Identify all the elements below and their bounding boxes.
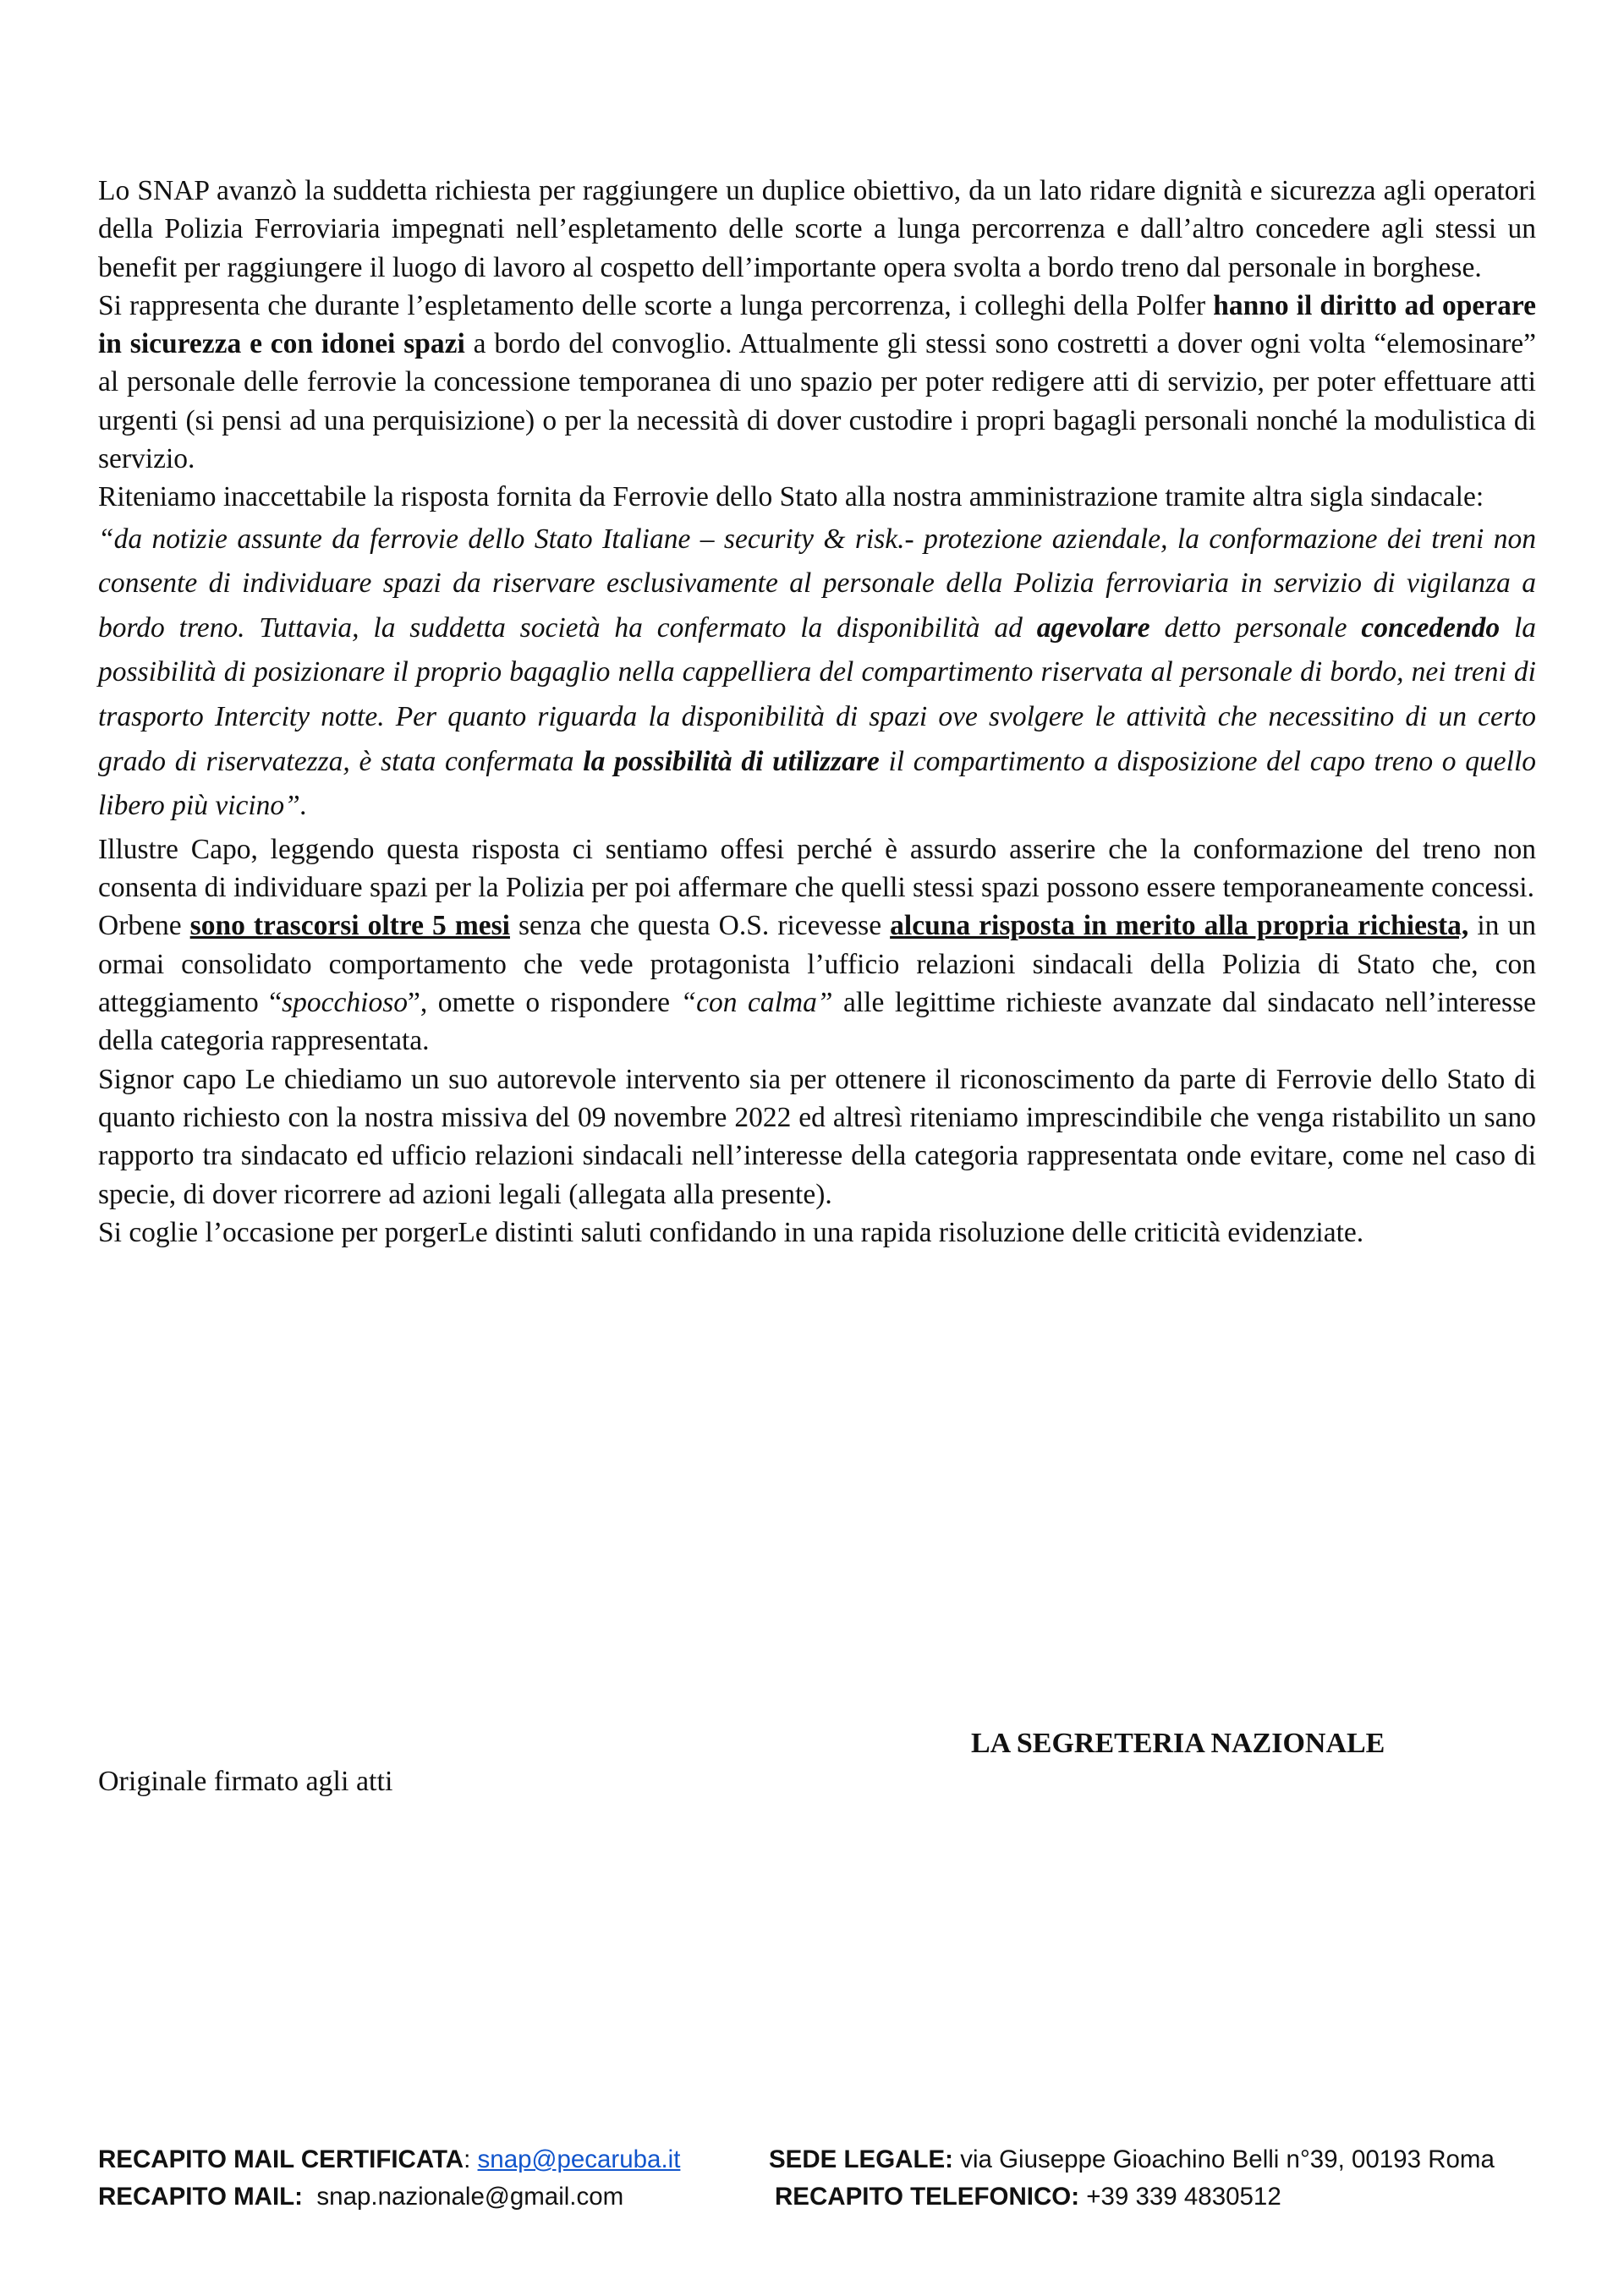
paragraph-text: a bordo del convoglio. Attualmente gli stessi sono costretti a dover ogni volta “elemosinare” al personale delle ferrovie la concessione temporanea di uno spazio per poter redigere atti di servizio, per poter effettuare atti urgenti (si pensi ad una perquisizione) o per la necessità di dover custodire i propri bagagli personali nonché la modulistica di servizio. bbox=[98, 328, 1536, 475]
pec-separator: : bbox=[464, 2145, 478, 2173]
quote-text: detto personale bbox=[1149, 611, 1362, 644]
phone-contact bbox=[775, 2178, 1281, 2216]
phone-label: RECAPITO TELEFONICO: bbox=[775, 2183, 1080, 2211]
quote-text: il compartimento a disposizione del capo treno o quello libero più vicino”. bbox=[98, 745, 1536, 822]
quoted-reply bbox=[98, 518, 1536, 829]
sede-label: SEDE LEGALE: bbox=[769, 2145, 953, 2173]
mail-contact bbox=[98, 2178, 623, 2216]
phone-number: +39 339 4830512 bbox=[1079, 2183, 1281, 2211]
legal-seat bbox=[769, 2141, 1495, 2178]
footer-row-1 bbox=[98, 2141, 1587, 2178]
italic-emphasis: “con calma” bbox=[680, 987, 833, 1019]
paragraph-polfer-rights bbox=[98, 287, 1536, 478]
paragraph-closing: Si coglie l’occasione per porgerLe distinti saluti confidando in una rapida risoluzione delle criticità evidenziate. bbox=[98, 1216, 1364, 1248]
paragraph-text: senza che questa O.S. ricevesse bbox=[509, 910, 891, 942]
mail-label: RECAPITO MAIL: bbox=[98, 2183, 304, 2211]
signed-original-note: Originale firmato agli atti bbox=[98, 1766, 393, 1797]
signature-block: LA SEGRETERIA NAZIONALE bbox=[971, 1728, 1385, 1759]
pec-email-link[interactable]: snap@pecaruba.it bbox=[477, 2145, 681, 2173]
mail-address: snap.nazionale@gmail.com bbox=[303, 2183, 624, 2211]
underlined-emphasis: alcuna risposta in merito alla propria richiesta, bbox=[890, 910, 1469, 942]
paragraph-five-months bbox=[98, 907, 1536, 1060]
bold-emphasis: agevolare bbox=[1036, 611, 1150, 644]
paragraph-text: alle legittime richieste avanzate dal sindacato nell’interesse della categoria rappresentata. bbox=[98, 987, 1536, 1057]
bold-emphasis: concedendo bbox=[1361, 611, 1501, 644]
bold-emphasis: hanno il diritto ad operare in sicurezza e con idonei spazi bbox=[98, 289, 1536, 360]
quote-text: la possibilità di posizionare il proprio bagaglio nella cappelliera del compartimento riservata al personale di bordo, nei treni di trasporto Intercity notte. Per quanto riguarda la disponibilità di spazi ove svolgere le attività che necessitino di un certo grado di riservatezza, è stata confermata bbox=[98, 611, 1537, 777]
bold-emphasis: la possibilità di utilizzare bbox=[583, 745, 880, 777]
paragraph-text: ”, omette o rispondere bbox=[408, 987, 681, 1019]
italic-emphasis: spocchioso bbox=[282, 987, 408, 1019]
letter-body bbox=[98, 172, 1536, 1252]
paragraph-text: in un ormai consolidato comportamento che vede protagonista l’ufficio relazioni sindacali della Polizia di Stato che, con atteggiamento “ bbox=[98, 910, 1536, 1019]
pec-label: RECAPITO MAIL CERTIFICATA bbox=[98, 2145, 464, 2173]
paragraph-offended: Illustre Capo, leggendo questa risposta ci sentiamo offesi perché è assurdo asserire che la conformazione del treno non consenta di individuare spazi per la Polizia per poi affermare che quelli stessi spazi possono essere temporaneamente concessi. bbox=[98, 833, 1536, 904]
sede-address: via Giuseppe Gioachino Belli n°39, 00193 Roma bbox=[953, 2145, 1495, 2173]
quote-text: “da notizie assunte da ferrovie dello Stato Italiane – security & risk.- protezione aziendale, la conformazione dei treni non consente di individuare spazi da riservare esclusivamente al personale della Polizia ferroviaria in servizio di vigilanza a bordo treno. Tuttavia, la suddetta società ha confermato la disponibilità ad bbox=[98, 523, 1536, 644]
paragraph-request-intervention: Signor capo Le chiediamo un suo autorevole intervento sia per ottenere il riconoscimento da parte di Ferrovie dello Stato di quanto richiesto con la nostra missiva del 09 novembre 2022 ed altresì riteniamo imprescindibile che venga ristabilito un sano rapporto tra sindacato ed ufficio relazioni sindacali nell’interesse della categoria rappresentata onde evitare, come nel caso di specie, di dover ricorrere ad azioni legali (allegata alla presente). bbox=[98, 1063, 1536, 1210]
footer-contacts bbox=[98, 2141, 1587, 2216]
pec-contact bbox=[98, 2141, 680, 2178]
paragraph-text: Si rappresenta che durante l’espletamento delle scorte a lunga percorrenza, i colleghi della Polfer bbox=[98, 289, 1214, 321]
paragraph-objective: Lo SNAP avanzò la suddetta richiesta per raggiungere un duplice obiettivo, da un lato ridare dignità e sicurezza agli operatori della Polizia Ferroviaria impegnati nell’espletamento delle scorte a lunga percorrenza e dall’altro concedere agli stessi un benefit per raggiungere il luogo di lavoro al cospetto dell’importante opera svolta a bordo treno dal personale in borghese. bbox=[98, 175, 1536, 283]
paragraph-text: Orbene bbox=[98, 910, 190, 942]
paragraph-unacceptable-reply: Riteniamo inaccettabile la risposta fornita da Ferrovie dello Stato alla nostra amministrazione tramite altra sigla sindacale: bbox=[98, 481, 1484, 513]
underlined-emphasis: sono trascorsi oltre 5 mesi bbox=[189, 910, 510, 942]
footer-row-2 bbox=[98, 2178, 1587, 2216]
